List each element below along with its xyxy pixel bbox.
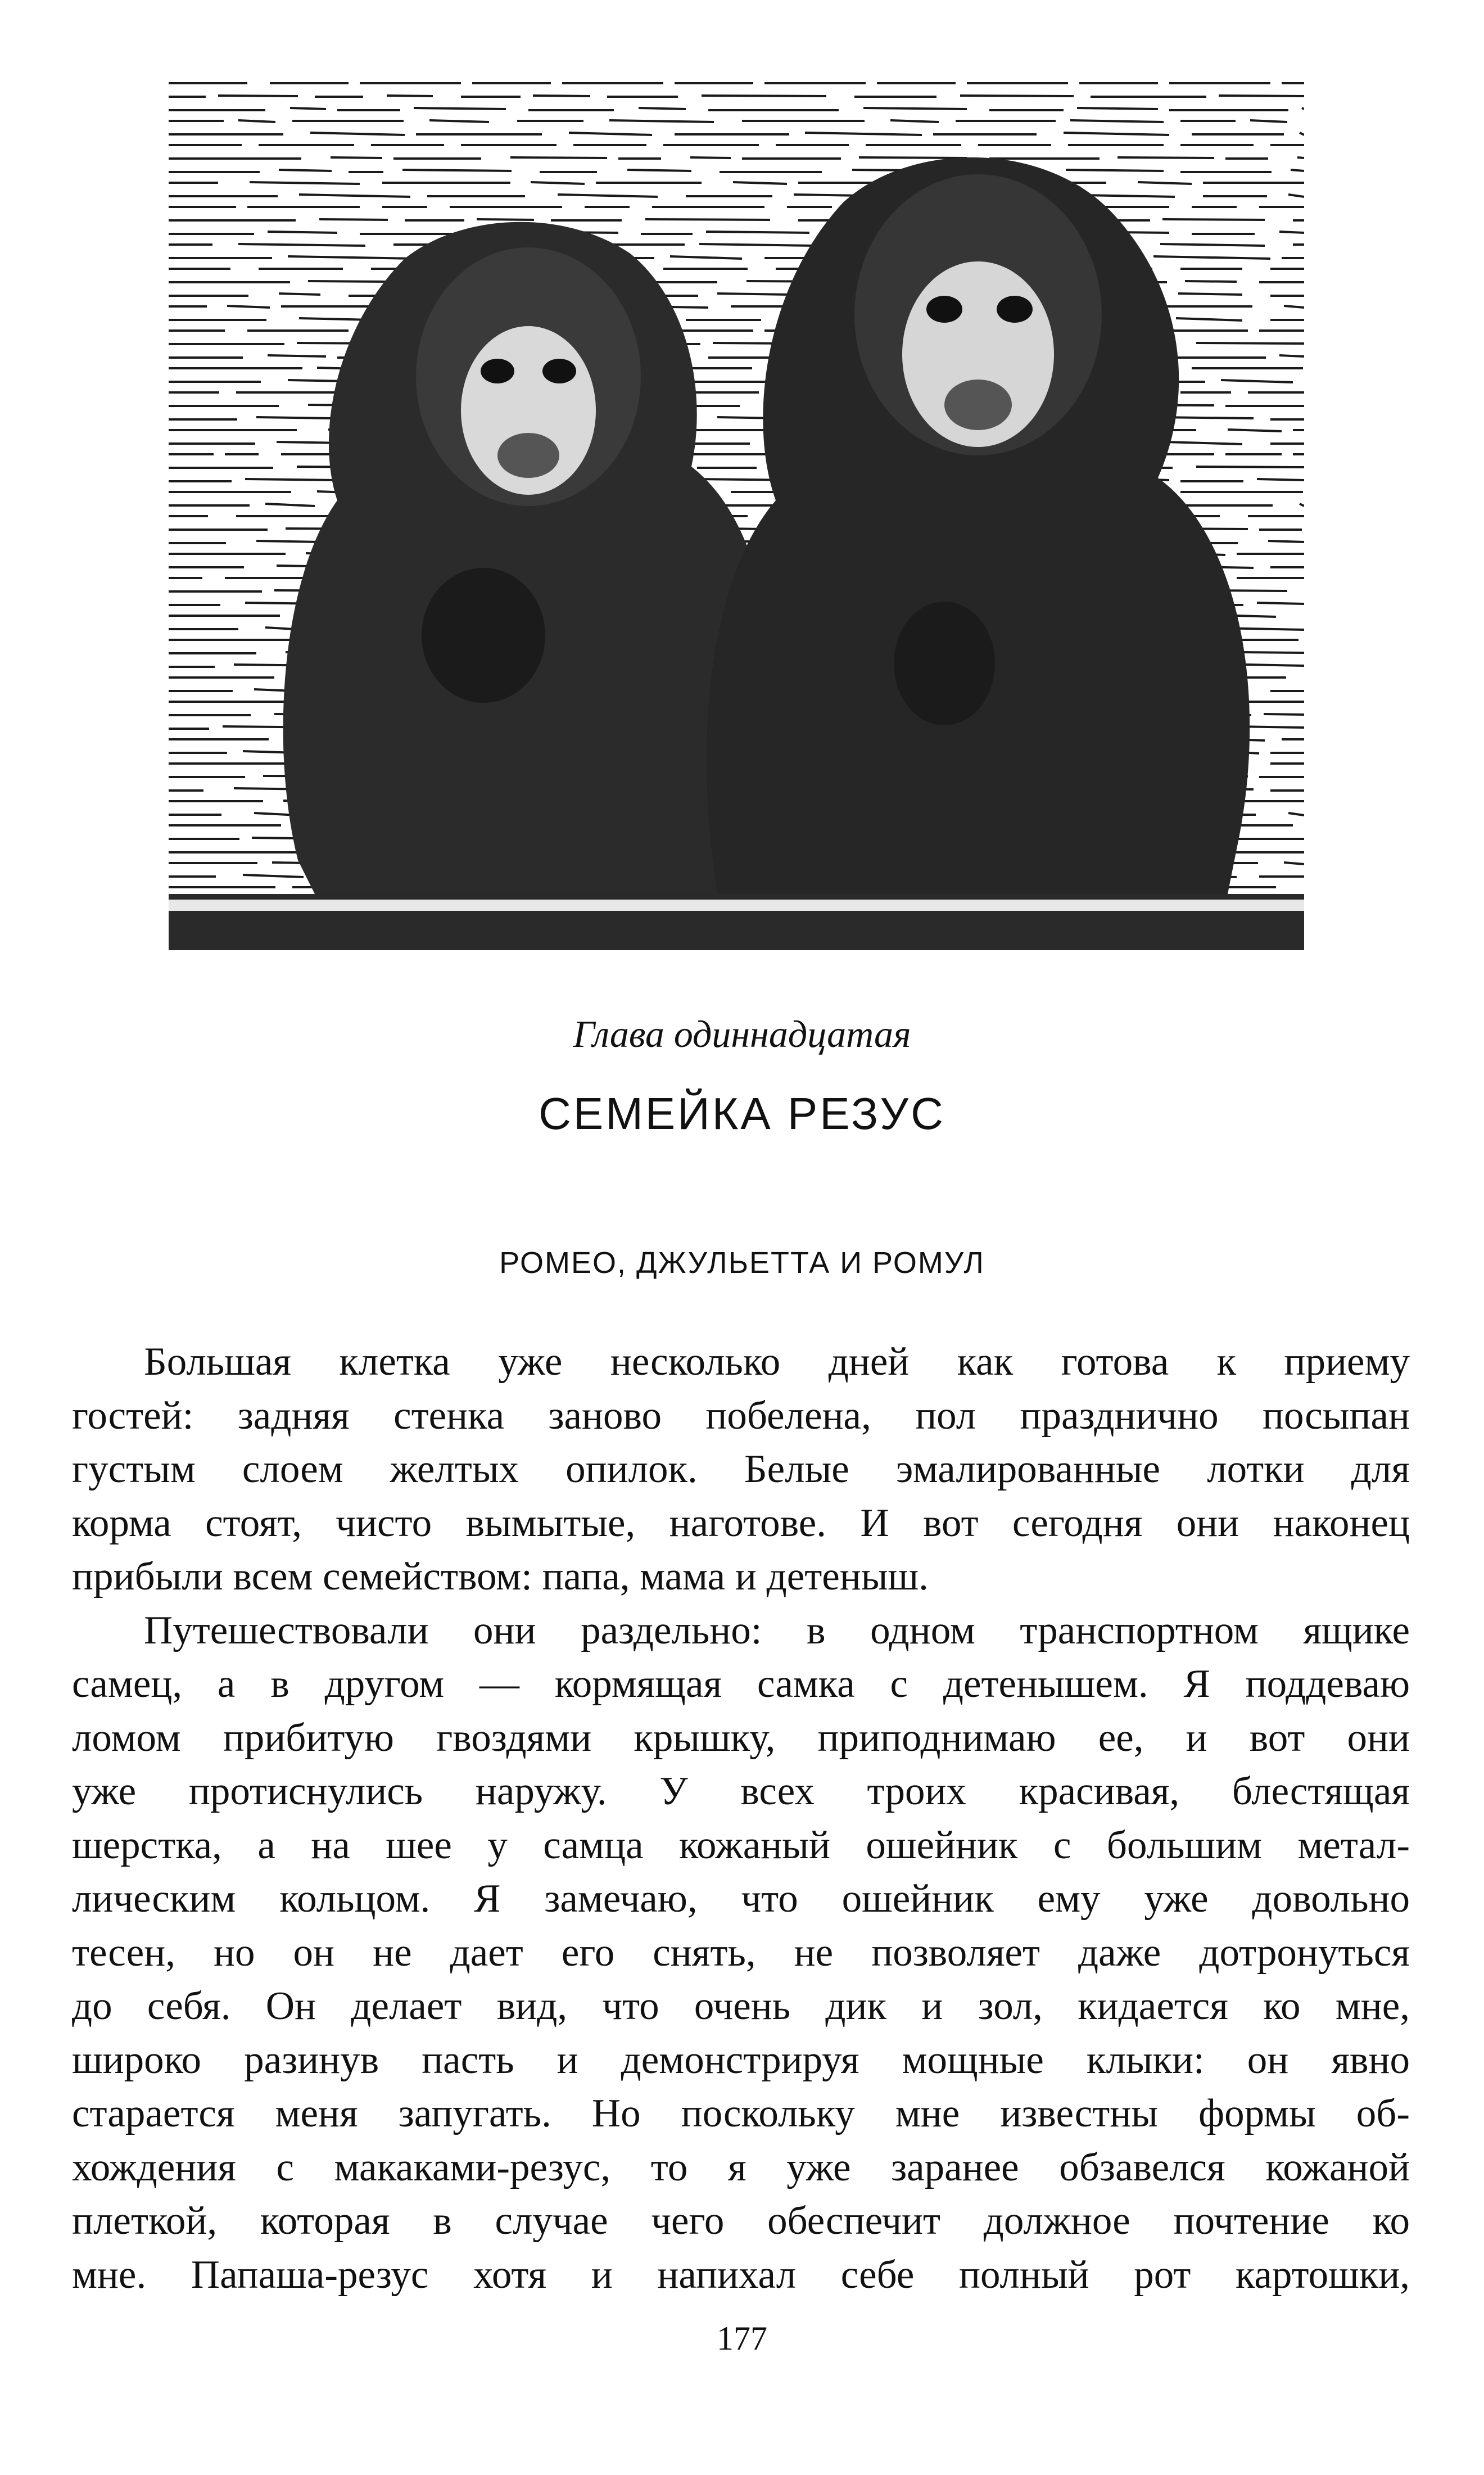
text-line: ломом прибитую гвоздями крышку, приподнимаю ее, и вот они xyxy=(72,1715,1410,1760)
hatch-line xyxy=(1077,108,1158,109)
text-line: прибыли всем семейством: папа, мама и детеныш. xyxy=(72,1555,929,1598)
text-line: шерстка, а на шее у самца кожаный ошейник с большим метал- xyxy=(72,1823,1410,1867)
hatch-line xyxy=(1221,380,1293,382)
text-line: Путешествовали они раздельно: в одном транспортном ящике xyxy=(144,1608,1410,1652)
hatch-line xyxy=(256,541,320,542)
hatch-line xyxy=(310,133,405,135)
hatch-line xyxy=(558,195,658,197)
hatch-line xyxy=(1284,862,1304,864)
hatch-line xyxy=(1064,133,1169,135)
hatch-line xyxy=(1228,430,1282,431)
hatch-line xyxy=(1153,256,1270,259)
engraving-svg xyxy=(169,73,1304,950)
text-line: мне. Папаша-резус хотя и напихал себе полный рот картошки, xyxy=(72,2252,1410,2297)
page-number: 177 xyxy=(717,2320,767,2357)
hatch-line xyxy=(645,219,770,220)
hatch-line xyxy=(268,355,326,356)
text-line: старается меня запугать. Но поскольку мне известны формы об- xyxy=(72,2092,1410,2135)
hatch-line xyxy=(1302,108,1304,109)
hatch-line xyxy=(510,157,607,158)
paragraph-2 xyxy=(72,1604,1410,2302)
hatch-line xyxy=(890,120,939,122)
text-line: гостей: задняя стенка заново побелена, пол празднично посыпан xyxy=(72,1393,1410,1438)
hatch-line xyxy=(1268,541,1304,542)
body-text xyxy=(72,1335,1410,2302)
section-title: РОМЕО, ДЖУЛЬЕТТА И РОМУЛ xyxy=(499,1246,985,1280)
hatch-line xyxy=(1066,170,1164,171)
hatch-line xyxy=(238,120,275,122)
hatch-line xyxy=(308,281,393,282)
hatch-line xyxy=(1291,170,1304,171)
hatch-line xyxy=(238,244,365,246)
hatch-line xyxy=(331,157,382,158)
hatch-line xyxy=(256,417,332,418)
text-line: самец, а в другом — кормящая самка с детенышем. Я поддеваю xyxy=(72,1662,1410,1706)
hatch-line xyxy=(1300,504,1304,506)
text-line: тесен, но он не дает его снять, не позволяет даже дотронуться xyxy=(72,1930,1410,1975)
hatch-line xyxy=(1284,306,1304,308)
text-line: густым слоем желтых опилок. Белые эмалированные лотки для xyxy=(72,1447,1410,1491)
hatch-line xyxy=(531,182,585,184)
hatch-line xyxy=(1176,318,1242,320)
text-line: широко разинув пасть и демонстрируя мощные клыки: он явно xyxy=(72,2038,1410,2082)
hatch-line xyxy=(863,108,967,109)
hatch-line xyxy=(717,293,793,295)
hatch-line xyxy=(670,256,742,259)
hatch-line xyxy=(288,256,416,259)
text-line: хождения с макаками-резус, то я уже заранее обзавелся кожаной xyxy=(72,2145,1410,2189)
hatch-line xyxy=(569,133,652,135)
hatch-line xyxy=(250,182,360,184)
hatch-line xyxy=(1160,244,1265,246)
text-line: лическим кольцом. Я замечаю, что ошейник ему уже довольно xyxy=(72,1877,1410,1921)
hatch-line xyxy=(1264,714,1304,715)
hatch-line xyxy=(402,170,512,171)
chapter-title: СЕМЕЙКА РЕЗУС xyxy=(539,1089,945,1139)
hatch-line xyxy=(1241,652,1304,653)
hatch-line xyxy=(265,504,315,506)
text-line: плеткой, которая в случае чего обеспечит должное почтение ко xyxy=(72,2199,1410,2243)
text-line: до себя. Он делает вид, что очень дик и зол, кидается ко мне, xyxy=(72,1984,1410,2028)
hatch-line xyxy=(279,293,320,295)
hatch-line xyxy=(429,120,489,122)
hatch-line xyxy=(859,157,967,158)
hatch-line xyxy=(245,479,337,480)
hatch-line xyxy=(268,232,337,233)
hatch-line xyxy=(1288,813,1304,815)
hatch-line xyxy=(1165,442,1242,444)
hatch-line xyxy=(1300,133,1304,135)
hatch-line xyxy=(1279,232,1304,233)
hatch-line xyxy=(1185,281,1237,282)
hatch-line xyxy=(290,108,326,109)
hatch-line xyxy=(627,170,691,171)
hatch-line xyxy=(733,182,787,184)
hatch-line xyxy=(690,157,731,158)
hatch-line xyxy=(1297,157,1304,158)
hatch-line xyxy=(706,232,809,233)
hatch-line xyxy=(279,170,332,171)
illustration-rhesus-monkeys xyxy=(169,73,1304,950)
hatch-line xyxy=(1257,479,1304,480)
hatch-line xyxy=(227,306,270,308)
hatch-line xyxy=(1288,195,1304,197)
hatch-line xyxy=(1279,355,1304,356)
hatch-line xyxy=(1257,603,1304,604)
hatch-line xyxy=(299,195,410,197)
hatch-line xyxy=(414,108,506,109)
hatch-line xyxy=(1070,120,1164,122)
hatch-line xyxy=(609,120,714,122)
hatch-line xyxy=(477,219,534,220)
text-line: Большая клетка уже несколько дней как готова к приему xyxy=(144,1340,1410,1384)
hatch-line xyxy=(1138,182,1192,184)
hatch-line xyxy=(699,244,815,246)
hatch-line xyxy=(1196,343,1304,344)
monkey-left xyxy=(283,222,773,894)
hatch-line xyxy=(639,108,686,109)
hatch-line xyxy=(243,875,304,877)
hatch-line xyxy=(319,219,388,220)
hatch-line xyxy=(1117,157,1214,158)
hatch-line xyxy=(1178,293,1242,295)
hatch-line xyxy=(805,133,922,135)
text-line: уже протиснулись наружу. У всех троих красивая, блестящая xyxy=(72,1769,1410,1813)
wooden-plank xyxy=(169,894,1304,950)
hatch-line xyxy=(1246,665,1304,666)
hatch-line xyxy=(1250,120,1287,122)
paragraph-1 xyxy=(72,1335,1410,1604)
hatch-line xyxy=(1162,219,1265,220)
chapter-label: Глава одиннадцатая xyxy=(573,1013,911,1055)
text-line: корма стоят, чисто вымытые, наготове. И вот сегодня они наконец xyxy=(72,1501,1410,1545)
